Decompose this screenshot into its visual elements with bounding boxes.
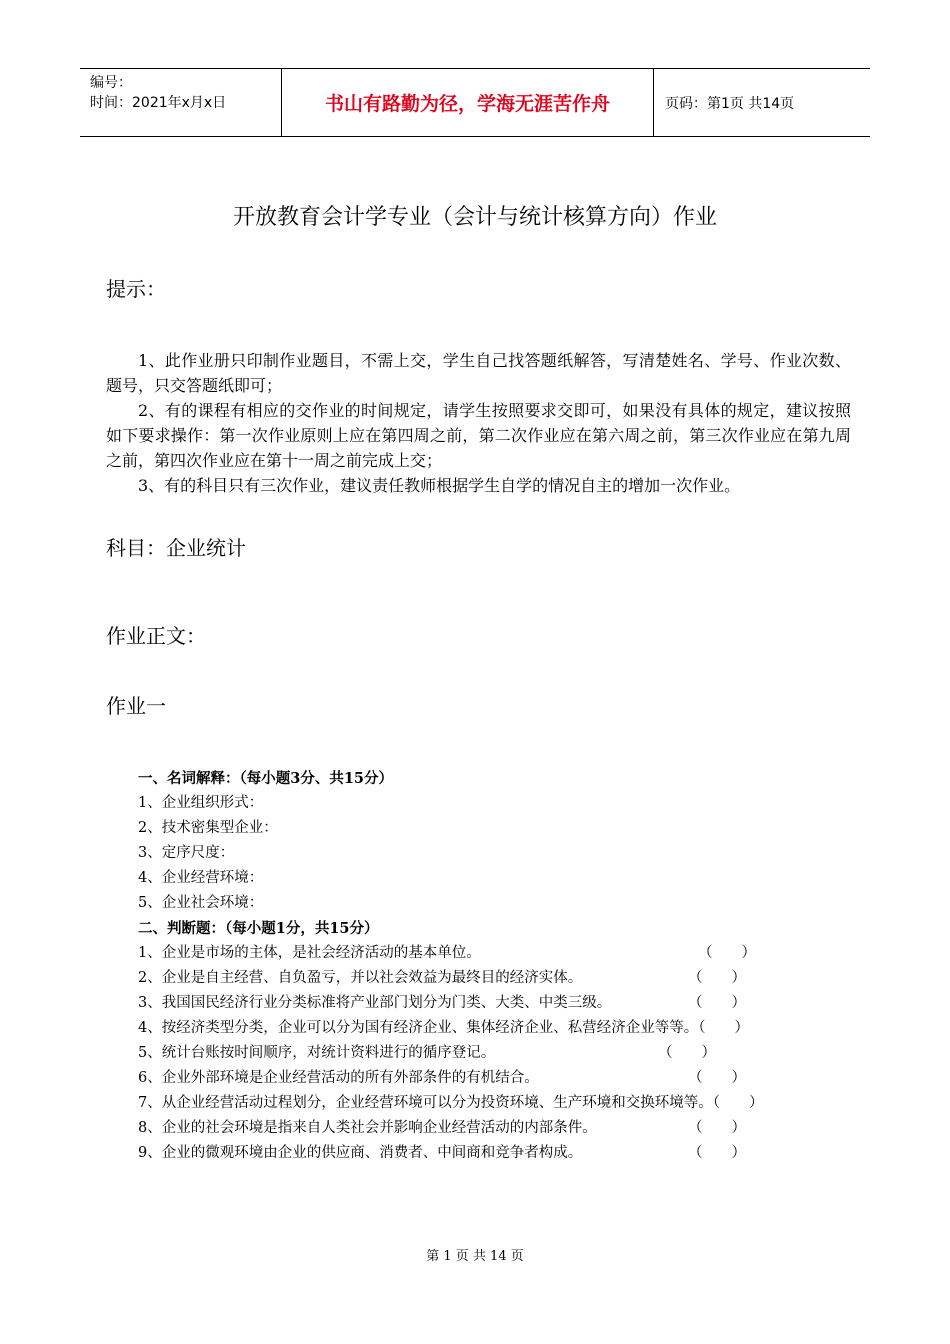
- section-heading: 一、名词解释：（每小题3分、共15分）: [138, 770, 394, 787]
- answer-paren: （ ）: [688, 970, 746, 986]
- header-divider: [653, 69, 654, 136]
- tips-list: [106, 348, 851, 498]
- answer-paren: （ ）: [688, 1145, 746, 1161]
- judgment-text: 7、从企业经营活动过程划分，企业经营环境可以分为投资环境、生产环境和交换环境等。（ ）: [138, 1095, 764, 1111]
- definition-item: 2、技术密集型企业：: [138, 820, 278, 836]
- definition-item: 1、企业组织形式：: [138, 795, 264, 811]
- judgment-text: 6、企业外部环境是企业经营活动的所有外部条件的有机结合。: [138, 1070, 539, 1086]
- judgment-text: 3、我国国民经济行业分类标准将产业部门划分为门类、大类、中类三级。: [138, 995, 612, 1011]
- motto: 书山有路勤为径，学海无涯苦作舟: [324, 93, 610, 115]
- judgment-text: 4、按经济类型分类，企业可以分为国有经济企业、集体经济企业、私营经济企业等等。（ ）: [138, 1020, 749, 1036]
- answer-paren: （ ）: [688, 1070, 746, 1086]
- header-left-cell: [90, 73, 226, 113]
- assignment-heading: 作业一: [106, 694, 166, 718]
- answer-paren: （ ）: [698, 945, 756, 961]
- definition-item: 5、企业社会环境：: [138, 895, 264, 911]
- judgment-item: [118, 1091, 858, 1116]
- subject-heading: 科目：企业统计: [106, 536, 246, 560]
- judgment-item: [118, 1016, 858, 1041]
- tip-item: 2、有的课程有相应的交作业的时间规定，请学生按照要求交即可，如果没有具体的规定，建议按照如下要求操作：第一次作业原则上应在第四周之前，第二次作业应在第六周之前，第三次作业应在第九周之前，第四次作业应在第十一周之前完成上交；: [106, 401, 851, 470]
- document-title: 开放教育会计学专业（会计与统计核算方向）作业: [232, 205, 717, 230]
- judgment-text: 5、统计台账按时间顺序，对统计资料进行的循序登记。: [138, 1045, 496, 1061]
- judgment-text: 1、企业是市场的主体，是社会经济活动的基本单位。: [138, 945, 481, 961]
- judgment-text: 9、企业的微观环境由企业的供应商、消费者、中间商和竞争者构成。: [138, 1145, 583, 1161]
- judgment-item: [118, 1116, 858, 1141]
- date-label: 时间：2021年x月x日: [90, 95, 227, 111]
- judgment-text: 8、企业的社会环境是指来自人类社会并影响企业经营活动的内部条件。: [138, 1120, 597, 1136]
- answer-paren: （ ）: [658, 1045, 716, 1061]
- page-footer: 第 1 页 共 14 页: [426, 1249, 524, 1264]
- judgment-item: [118, 1141, 858, 1166]
- number-label: 编号：: [90, 75, 132, 91]
- header-table: [80, 68, 870, 137]
- definition-item: 3、定序尺度：: [138, 845, 235, 861]
- judgment-item: [118, 941, 858, 966]
- section-heading: 二、判断题：（每小题1分，共15分）: [138, 920, 379, 937]
- judgment-text: 2、企业是自主经营、自负盈亏，并以社会效益为最终目的经济实体。: [138, 970, 583, 986]
- answer-paren: （ ）: [688, 1120, 746, 1136]
- definition-item: 4、企业经营环境：: [138, 870, 264, 886]
- tip-item: 3、有的科目只有三次作业，建议责任教师根据学生自学的情况自主的增加一次作业。: [138, 476, 741, 495]
- answer-paren: （ ）: [688, 995, 746, 1011]
- body-heading: 作业正文：: [106, 624, 206, 648]
- judgment-item: [118, 991, 858, 1016]
- tip-item: 1、此作业册只印制作业题目，不需上交，学生自己找答题纸解答，写清楚姓名、学号、作业次数、题号，只交答题纸即可；: [106, 351, 851, 395]
- tips-heading: 提示：: [106, 277, 166, 301]
- page-info: 页码：第1页 共14页: [665, 95, 795, 112]
- judgment-item: [118, 1041, 858, 1066]
- judgment-item: [118, 1066, 858, 1091]
- questions: [118, 766, 858, 1166]
- judgment-item: [118, 966, 858, 991]
